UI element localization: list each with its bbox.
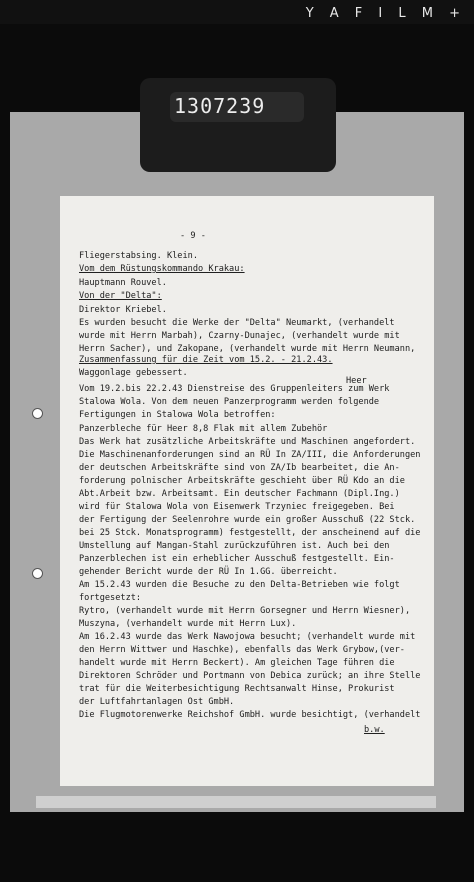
text-line: Fliegerstabsing. Klein.	[79, 251, 198, 261]
continuation-mark: b.w.	[364, 725, 385, 735]
text-line: Direktor Kriebel.	[79, 305, 167, 315]
heading-line: Von der "Delta":	[79, 291, 162, 301]
text-line: Am 16.2.43 wurde das Werk Nawojowa besucht; (verhandelt wurde mit	[79, 632, 416, 642]
text-line: Waggonlage gebessert.	[79, 368, 188, 378]
text-line: Umstellung auf Mangan-Stahl zurückzuführen ist. Auch bei den	[79, 541, 390, 551]
heading-line: Vom dem Rüstungskommando Krakau:	[79, 264, 245, 274]
text-line: bei 25 Stck. Monatsprogramm) festgestellt, der anscheinend auf die	[79, 528, 421, 538]
text-line: Am 15.2.43 wurden die Besuche zu den Delta-Betrieben wie folgt	[79, 580, 400, 590]
text-line: Die Flugmotorenwerke Reichshof GmbH. wurde besichtigt, (verhandelt	[79, 710, 421, 720]
text-line: der Fertigung der Seelenrohre wurde ein großer Ausschuß (22 Stck.	[79, 515, 416, 525]
punch-hole	[32, 408, 43, 419]
handwritten-note: Heer	[346, 376, 367, 386]
summary-heading: Zusammenfassung für die Zeit vom 15.2. - 21.2.43.	[79, 355, 333, 365]
text-line: Herrn Sacher), und Zakopane, (verhandelt wurde mit Herrn Neumann,	[79, 344, 416, 354]
text-line: Fertigungen in Stalowa Wola betroffen:	[79, 410, 276, 420]
text-line: fortgesetzt:	[79, 593, 142, 603]
text-line: gehender Bericht wurde der RÜ In 1.GG. überreicht.	[79, 567, 338, 577]
text-line: Direktoren Schröder und Portmann von Debica zurück; an ihre Stelle	[79, 671, 421, 681]
punch-hole	[32, 568, 43, 579]
film-strip	[0, 0, 474, 24]
page-number: - 9 -	[180, 231, 206, 241]
text-line: Es wurden besucht die Werke der "Delta" Neumarkt, (verhandelt	[79, 318, 395, 328]
text-line: Stalowa Wola. Von dem neuen Panzerprogramm werden folgende	[79, 397, 380, 407]
film-label: Y A F I L M +	[305, 6, 466, 21]
text-line: den Herrn Wittwer und Haschke), ebenfalls das Werk Grybow,(ver-	[79, 645, 405, 655]
text-line: trat für die Weiterbesichtigung Rechtsanwalt Hinse, Prokurist	[79, 684, 395, 694]
text-line: Rytro, (verhandelt wurde mit Herrn Gorsegner und Herrn Wiesner),	[79, 606, 411, 616]
counter-digits: 1307239	[174, 94, 266, 118]
text-line: Muszyna, (verhandelt wurde mit Herrn Lux).	[79, 619, 297, 629]
text-line: der Luftfahrtanlagen Ost GmbH.	[79, 697, 235, 707]
text-line: Vom 19.2.bis 22.2.43 Dienstreise des Gruppenleiters zum Werk	[79, 384, 390, 394]
text-line: Hauptmann Rouvel.	[79, 278, 167, 288]
counter-display	[170, 92, 304, 122]
frame-counter	[140, 78, 336, 172]
text-line: wird für Stalowa Wola von Eisenwerk Trzyniec freigegeben. Bei	[79, 502, 395, 512]
text-line: Panzerblechen ist ein erheblicher Ausschuß festgestellt. Ein-	[79, 554, 395, 564]
text-line: Die Maschinenanforderungen sind an RÜ In ZA/III, die Anforderungen	[79, 450, 421, 460]
text-line: der deutschen Arbeitskräfte sind von ZA/Ib bearbeitet, die An-	[79, 463, 400, 473]
text-line: Panzerbleche für Heer 8,8 Flak mit allem Zubehör	[79, 424, 328, 434]
text-line: wurde mit Herrn Marbah), Czarny-Dunajec, (verhandelt wurde mit	[79, 331, 400, 341]
text-line: Das Werk hat zusätzliche Arbeitskräfte und Maschinen angefordert.	[79, 437, 416, 447]
plate-bottom-bar	[36, 796, 436, 808]
text-line: handelt wurde mit Herrn Beckert). Am gleichen Tage führen die	[79, 658, 395, 668]
text-line: Abt.Arbeit bzw. Arbeitsamt. Ein deutscher Fachmann (Dipl.Ing.)	[79, 489, 400, 499]
text-line: forderung polnischer Arbeitskräfte geschieht über RÜ Kdo an die	[79, 476, 405, 486]
